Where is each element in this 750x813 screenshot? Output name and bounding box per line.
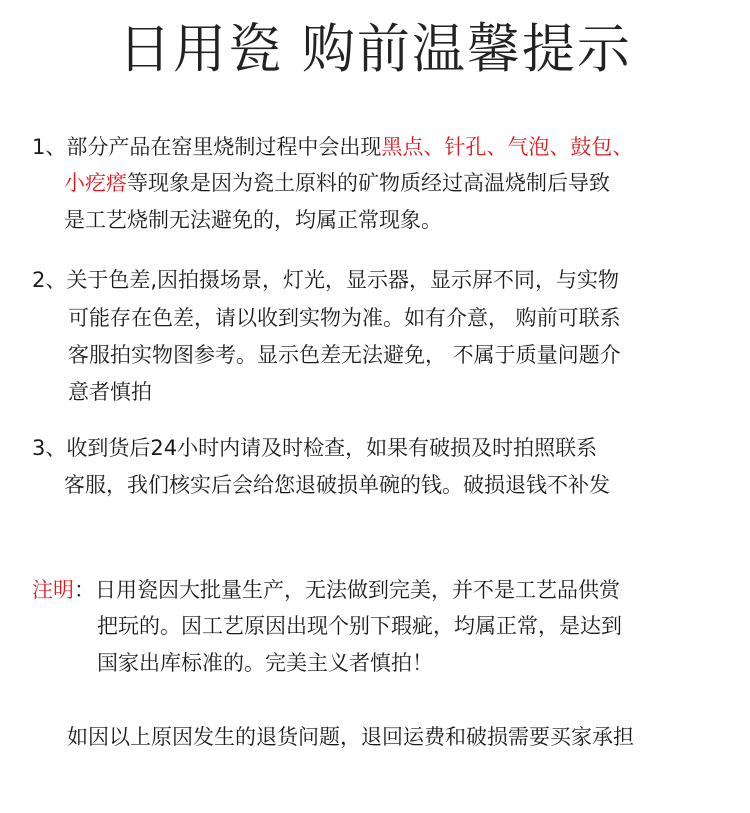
- notice-2-line-3: 客服拍实物图参考。显示色差无法避免， 不属于质量问题介: [68, 343, 621, 367]
- note-line-2: 把玩的。因工艺原因出现个别下瑕疵，均属正常，是达到: [97, 614, 622, 638]
- notice-1-line-2-text: 等现象是因为瓷土原料的矿物质经过高温烧制后导致: [127, 171, 610, 195]
- notice-1-line-3: 是工艺烧制无法避免的，均属正常现象。: [64, 208, 442, 232]
- notice-1-highlight-defects: 黑点、针孔、气泡、鼓包、: [381, 135, 634, 159]
- notice-2-line-4: 意者慎拍: [68, 380, 152, 404]
- notice-1-line-1: [32, 132, 633, 162]
- notice-1-line-2: [64, 168, 610, 198]
- page-title: 日用瓷 购前温馨提示: [118, 19, 632, 80]
- note-line-3: 国家出库标准的。完美主义者慎拍！: [97, 651, 433, 675]
- notice-1-prefix: 1、部分产品在窑里烧制过程中会出现: [32, 135, 382, 159]
- notice-3-line-2: 客服，我们核实后会给您退破损单碗的钱。破损退钱不补发: [64, 473, 610, 497]
- note-label: 注明: [32, 578, 74, 602]
- note-colon: ：: [74, 578, 95, 602]
- note-line-1-text: 日用瓷因大批量生产，无法做到完美，并不是工艺品供赏: [95, 578, 620, 602]
- footer-return-policy: 如因以上原因发生的退货问题，退回运费和破损需要买家承担: [67, 725, 634, 749]
- notice-2-line-1: 2、关于色差,因拍摄场景，灯光，显示器，显示屏不同，与实物: [32, 268, 620, 292]
- notice-1-highlight-bumps: 小疙瘩: [64, 171, 127, 195]
- notice-2-line-2: 可能存在色差，请以收到实物为准。如有介意， 购前可联系: [68, 306, 621, 330]
- note-line-1: [32, 575, 620, 605]
- notice-3-line-1: 3、收到货后24小时内请及时检查，如果有破损及时拍照联系: [32, 436, 598, 460]
